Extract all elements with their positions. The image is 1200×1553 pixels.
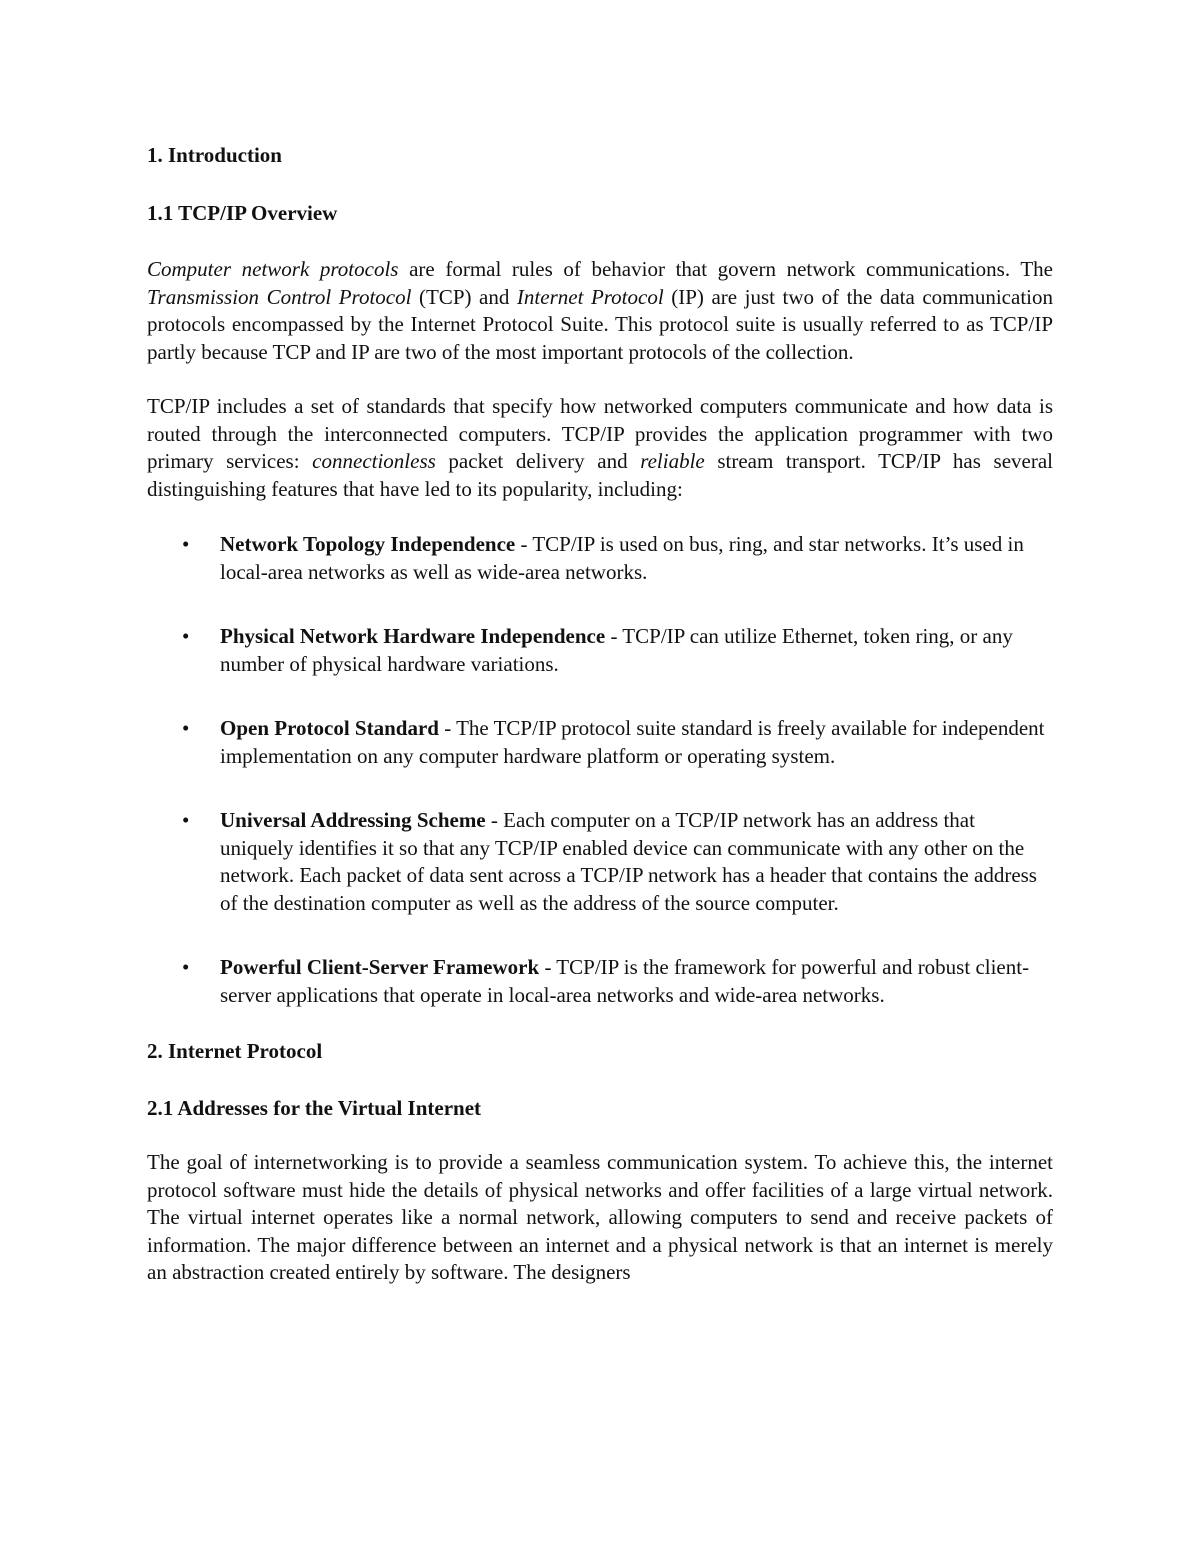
list-item [147,531,1053,586]
paragraph-text: stream transport. TCP/IP has several distinguishing features that have led to its popularity, including: [147,449,1053,501]
paragraph-text: packet delivery and [435,449,641,473]
feature-description: - TCP/IP is the framework for powerful and robust client-server applications that operate in local-area networks and wide-area networks. [220,955,1030,1007]
paragraph-text: (TCP) and [411,284,517,309]
bullet-icon: • [182,808,190,832]
feature-description: - TCP/IP is used on bus, ring, and star networks. It’s used in local-area networks as well as wide-area networks. [220,532,1024,584]
overview-paragraph-1 [147,256,1053,366]
section-1-heading: 1. Introduction [147,143,282,167]
bullet-icon: • [182,716,190,740]
feature-description: - TCP/IP can utilize Ethernet, token ring, or any number of physical hardware variations. [220,624,1013,676]
addresses-paragraph: The goal of internetworking is to provide a seamless communication system. To achieve this, the internet protocol software must hide the details of physical networks and offer facilities of a large virtual network. The virtual internet operates like a normal network, allowing computers to send and receive packets of information. The major difference between an internet and a physical network is that an internet is merely an abstraction created entirely by software. The designers [147,1150,1053,1284]
bullet-icon: • [182,624,190,648]
list-item [147,623,1053,678]
list-item [147,715,1053,770]
italic-term: reliable [640,449,705,473]
paragraph-text: (IP) are just two of the data communication protocols encompassed by the Internet Protocol Suite. This protocol suite is usually referred to as TCP/IP partly because TCP and IP are two of the most important protocols of the collection. [147,284,1053,364]
paragraph-text: TCP/IP includes a set of standards that specify how networked computers communicate and how data is routed through the interconnected computers. TCP/IP provides the application programmer with two primary services: [147,394,1053,473]
section-2-1-heading: 2.1 Addresses for the Virtual Internet [147,1095,482,1120]
italic-term: Internet Protocol [516,284,664,309]
bullet-icon: • [182,532,190,556]
feature-title: Powerful Client-Server Framework [220,955,540,979]
section-2-heading: 2. Internet Protocol [147,1039,323,1063]
feature-description: - The TCP/IP protocol suite standard is freely available for independent implementation on any computer hardware platform or operating system. [220,716,1045,768]
feature-title: Network Topology Independence [220,532,516,556]
list-item [147,807,1053,917]
feature-title: Physical Network Hardware Independence [220,624,606,648]
feature-list [147,531,1053,1009]
paragraph-text: are formal rules of behavior that govern network communications. The [398,257,1053,281]
italic-term: connectionless [312,449,436,473]
overview-paragraph-2 [147,393,1053,503]
bullet-icon: • [182,955,190,979]
section-1-1-heading: 1.1 TCP/IP Overview [147,200,338,225]
feature-title: Universal Addressing Scheme [220,808,486,832]
document-page [147,138,1053,1287]
list-item [147,954,1053,1009]
feature-title: Open Protocol Standard [220,716,439,740]
italic-term: Computer network protocols [147,257,399,281]
feature-description: - Each computer on a TCP/IP network has an address that uniquely identifies it so that any TCP/IP enabled device can communicate with any other on the network. Each packet of data sent across a TCP/IP network has a header that contains the address of the destination computer as well as the address of the source computer. [220,808,1037,915]
italic-term: Transmission Control Protocol [147,284,412,309]
